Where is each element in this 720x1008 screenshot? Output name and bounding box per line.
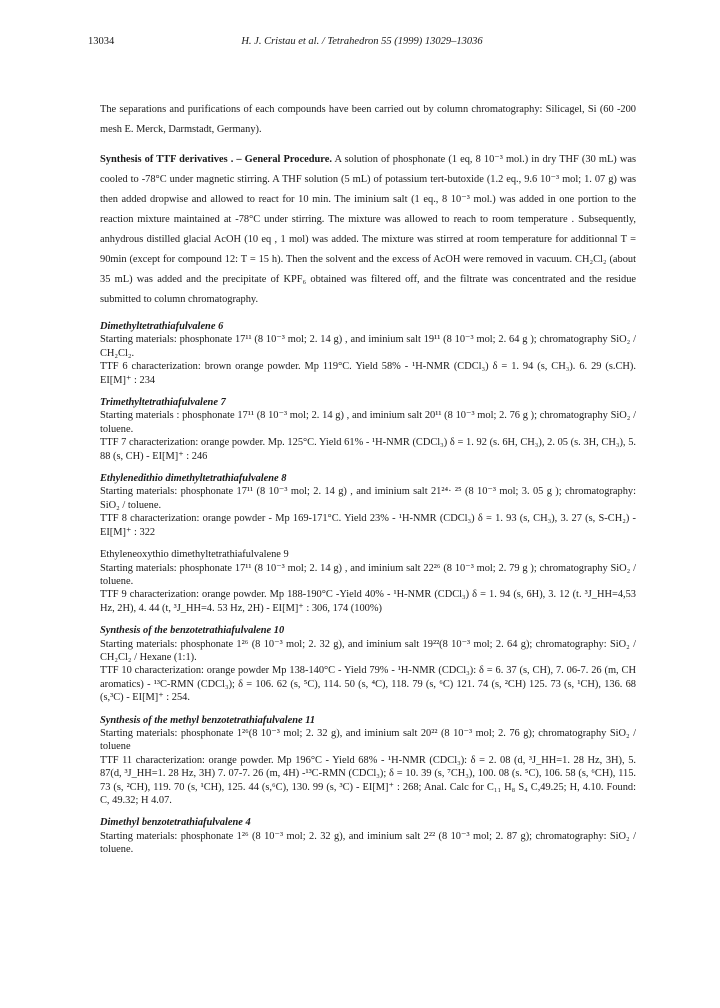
compound-entry <box>100 624 636 704</box>
compound-entry <box>100 816 636 856</box>
compound-number: 11 <box>305 714 316 726</box>
running-head: H. J. Cristau et al. / Tetrahedron 55 (1999) 13029–13036 <box>241 36 483 47</box>
compound-entry <box>100 396 636 463</box>
starting-materials: Starting materials : phosphonate 17¹¹ (8 10⁻³ mol; 2. 14 g) , and iminium salt 20¹¹ (8 10⁻³ mol; 2. 76 g ); chromatography SiO₂ / toluene. <box>100 410 636 435</box>
compound-number: 4 <box>245 817 251 829</box>
compound-name: Ethylenedithio dimethyltetrathiafulvalene <box>100 473 279 485</box>
starting-materials: Starting materials: phosphonate 17¹¹ (8 10⁻³ mol; 2. 14 g) , and iminium salt 22²⁶ (8 10⁻³ mol; 2. 79 g ); chromatography SiO₂ / toluene. <box>100 562 636 587</box>
compound-name: Synthesis of the benzotetrathiafulvalene <box>100 625 272 637</box>
starting-materials: Starting materials: phosphonate 1²⁶ (8 10⁻³ mol; 2. 32 g), and iminium salt 19²²(8 10⁻³ mol; 2. 64 g); chromatography: SiO₂ / CH₂Cl₂ / Hexane (1:1). <box>100 638 636 663</box>
characterization: TTF 10 characterization: orange powder Mp 138-140°C - Yield 79% - ¹H-NMR (CDCl₃): δ = 6. 37 (s, CH), 7. 06-7. 26 (m, CH aromatics) - ¹³C-RMN (CDCl₃); δ = 106. 62 (s, ⁵C), 114. 50 (s, ⁴C), 118. 79 (s, ⁶C) 121. 74 (s, ²CH) 125. 73 (s, ¹CH), 136. 68 (s,³C) - EI[M]⁺ : 254. <box>100 665 636 704</box>
compound-name: Dimethyl benzotetrathiafulvalene <box>100 817 243 829</box>
document-body <box>100 100 636 866</box>
compound-entry <box>100 320 636 387</box>
intro-paragraph: The separations and purifications of each compounds have been carried out by column chromatography: Silicagel, Si (60 -200 mesh E. Merck, Darmstadt, Germany). <box>100 104 636 135</box>
compound-title <box>100 714 636 727</box>
compound-name: Dimethyltetrathiafulvalene <box>100 321 216 332</box>
page-header <box>88 36 636 52</box>
characterization: TTF 11 characterization: orange powder. Mp 196°C - Yield 68% - ¹H-NMR (CDCl₃): δ = 2. 08 (d, ³J_HH=1. 28 Hz, 3H), 5. 87(d, ³J_HH=1. 28 Hz, 3H) 7. 07-7. 26 (m, 4H) -¹³C-RMN (CDCl₃); δ = 10. 39 (s, ⁷CH₃), 100. 08 (s. ⁵C), 106. 58 (s, ⁶CH), 115. 73 (s, ²CH), 119. 70 (s, ¹CH), 125. 44 (s,⁶C), 130. 99 (s, ³C) - EI[M]⁺ : 268; Anal. Calc for C₁₁ H₈ S₄ C,49.25; H, 4.10. Found: C, 49.32; H 4.07. <box>100 754 636 806</box>
starting-materials: Starting materials: phosphonate 1²⁶(8 10⁻³ mol; 2. 32 g), and iminium salt 20²² (8 10⁻³ mol; 2. 76 g); chromatography SiO₂ / toluene <box>100 727 636 753</box>
compound-name: Ethyleneoxythio dimethyltetrathiafulvalene <box>100 549 281 561</box>
compound-number: 7 <box>220 397 226 409</box>
general-procedure-text: A solution of phosphonate (1 eq, 8 10⁻³ mol.) in dry THF (30 mL) was cooled to -78°C under magnetic stirring. A THF solution (5 mL) of potassium tert-butoxide (1.2 eq., 9.6 10⁻³ mol; 1. 07 g) was then added dropwise and allowed to react for 10 min. The iminium salt (1 eq., 8 10⁻³ mol.) was added in one portion to the reaction mixture maintained at -78°C under stirring. The mixture was allowed to reach to room temperature . Subsequently, anhydrous distilled glacial AcOH (10 eq , 1 mol) was added. The mixture was stirred at room temperature for additionnal T = 90min (except for compound 12: T = 15 h). Then the solvent and the excess of AcOH were removed in vacuum. CH₂Cl₂ (about 35 mL) was added and the precipitate of KPF₆ obtained was filtered off, and the filtrate was concentrated and the residue submitted to column chromatography. <box>100 154 636 305</box>
general-procedure-paragraph <box>100 150 636 310</box>
compound-title <box>100 816 636 829</box>
compound-title <box>100 320 636 333</box>
compound-entry <box>100 472 636 539</box>
characterization: TTF 9 characterization: orange powder. Mp 188-190°C -Yield 40% - ¹H-NMR (CDCl₃) δ = 1. 94 (s, 6H), 3. 12 (t. ³J_HH=4,53 Hz, 2H), 4. 44 (t, ³J_HH=4. 53 Hz, 2H) - EI[M]⁺ : 306, 174 (100%) <box>100 589 636 614</box>
compound-number: 9 <box>283 549 289 561</box>
compound-title <box>100 396 636 409</box>
characterization: TTF 6 characterization: brown orange powder. Mp 119°C. Yield 58% - ¹H-NMR (CDCl₃) δ = 1. 94 (s, CH₃). 6. 29 (s.CH). EI[M]⁺ : 234 <box>100 361 636 386</box>
compound-number: 6 <box>218 321 224 332</box>
general-procedure-heading: Synthesis of TTF derivatives . – General Procedure. <box>100 154 332 165</box>
compound-title <box>100 624 636 637</box>
compound-number: 10 <box>273 625 285 637</box>
starting-materials: Starting materials: phosphonate 17¹¹ (8 10⁻³ mol; 2. 14 g) , and iminium salt 19¹¹ (8 10⁻³ mol; 2. 64 g ); chromatography SiO₂ / CH₂Cl₂. <box>100 334 636 359</box>
compound-list <box>100 320 636 857</box>
characterization: TTF 8 characterization: orange powder - Mp 169-171°C. Yield 23% - ¹H-NMR (CDCl₃) δ = 1. 93 (s, CH₃), 3. 27 (s, S-CH₂) - EI[M]⁺ : 322 <box>100 513 636 538</box>
compound-entry <box>100 714 636 808</box>
compound-entry <box>100 548 636 615</box>
compound-name: Trimethyltetrathiafulvalene <box>100 397 218 409</box>
compound-title <box>100 472 636 485</box>
compound-number: 8 <box>281 473 287 485</box>
page-number: 13034 <box>88 36 115 47</box>
compound-name: Synthesis of the methyl benzotetrathiafulvalene <box>100 714 303 726</box>
starting-materials: Starting materials: phosphonate 1²⁶ (8 10⁻³ mol; 2. 32 g), and iminium salt 2²² (8 10⁻³ mol; 2. 87 g); chromatography: SiO₂ / toluene. <box>100 830 636 856</box>
compound-title <box>100 548 636 561</box>
characterization: TTF 7 characterization: orange powder. Mp. 125°C. Yield 61% - ¹H-NMR (CDCl₃) δ = 1. 92 (s. 6H, CH₃), 2. 05 (s. 3H, CH₃), 5. 88 (s, CH) - EI[M]⁺ : 246 <box>100 437 636 462</box>
starting-materials: Starting materials: phosphonate 17¹¹ (8 10⁻³ mol; 2. 14 g) , and iminium salt 21²⁴· ²⁵ (8 10⁻³ mol; 3. 05 g ); chromatography: SiO₂ / toluene. <box>100 486 636 511</box>
